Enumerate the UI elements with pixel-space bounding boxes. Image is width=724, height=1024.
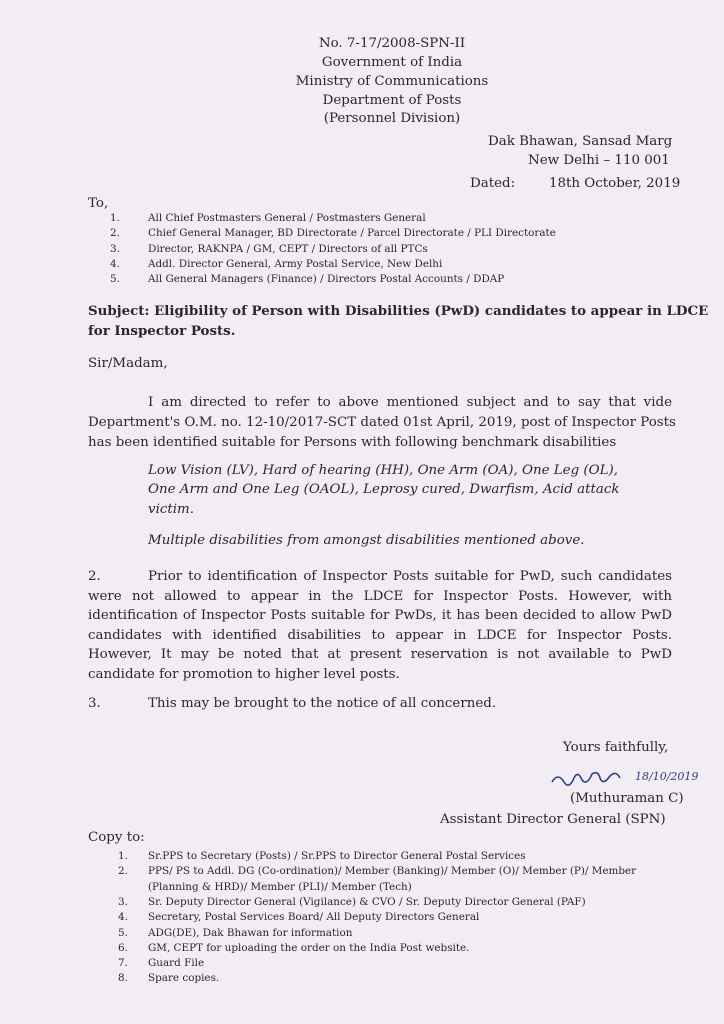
list-number: 3. [110,242,120,255]
list-number: 1. [110,212,120,224]
header-line: Department of Posts [322,93,462,108]
salutation: Sir/Madam, [88,356,168,371]
paragraph-line: I am directed to refer to above mentioned subject and to say that vide [148,395,672,410]
list-number: 4. [110,257,120,270]
multiple-disabilities: Multiple disabilities from amongst disabilities mentioned above. [148,533,585,548]
para3-text: This may be brought to the notice of all concerned. [148,696,497,711]
disabilities-line: Low Vision (LV), Hard of hearing (HH), One Arm (OA), One Leg (OL), [148,463,618,478]
list-number: 5. [118,926,128,939]
subject-line: for Inspector Posts. [88,323,236,339]
disabilities-line: victim. [148,502,194,517]
header-line: (Personnel Division) [323,111,461,126]
para2-number: 2. [88,569,101,584]
copy-to-label: Copy to: [88,830,145,845]
closing: Yours faithfully, [563,740,669,755]
copy-item: Sr.PPS to Secretary (Posts) / Sr.PPS to Director General Postal Services [148,850,526,862]
reference-number: No. 7-17/2008-SPN-II [318,36,466,51]
dated-label: Dated: [470,176,516,191]
list-number: 6. [118,941,128,954]
header-line: Ministry of Communications [295,74,489,89]
dated-value: 18th October, 2019 [549,176,681,191]
recipient-item: Addl. Director General, Army Postal Service, New Delhi [148,257,443,270]
para3-number: 3. [88,696,101,711]
signatory-title: Assistant Director General (SPN) [440,812,666,827]
copy-item: PPS/ PS to Addl. DG (Co-ordination)/ Member (Banking)/ Member (O)/ Member (P)/ Member [148,865,637,878]
subject-line: Subject: Eligibility of Person with Disabilities (PwD) candidates to appear in LDCE [88,303,709,319]
list-number: 8. [118,972,128,985]
list-number: 2. [118,865,128,878]
paragraph-line: Department's O.M. no. 12-10/2017-SCT dated 01st April, 2019, post of Inspector Posts [88,415,676,430]
header-line: Government of India [321,55,463,70]
list-number: 3. [118,895,128,908]
paragraph-line: has been identified suitable for Persons with following benchmark disabilities [88,435,617,450]
recipient-item: Chief General Manager, BD Directorate / Parcel Directorate / PLI Directorate [148,227,556,240]
address-line: New Delhi – 110 001 [528,153,670,168]
paragraph-line: candidates with identified disabilities to appear in LDCE for Inspector Posts. [88,627,672,643]
list-number: 5. [110,273,120,286]
list-number: 2. [110,227,120,240]
list-number: 7. [118,957,128,970]
disabilities-line: One Arm and One Leg (OAOL), Leprosy cured, Dwarfism, Acid attack [148,482,620,497]
recipient-item: Director, RAKNPA / GM, CEPT / Directors of all PTCs [148,242,428,255]
svg-text:18/10/2019: 18/10/2019 [635,770,699,783]
signatory-name: (Muthuraman C) [570,791,684,806]
copy-item: (Planning & HRD)/ Member (PLI)/ Member (Tech) [148,880,412,893]
list-number: 1. [118,850,128,862]
copy-item: GM, CEPT for uploading the order on the India Post website. [148,941,470,954]
paragraph-line: identification of Inspector Posts suitable for PwDs, it has been decided to allow PwD [88,608,672,623]
recipient-item: All Chief Postmasters General / Postmasters General [148,212,426,224]
paragraph-line: Prior to identification of Inspector Posts suitable for PwD, such candidates [148,569,672,584]
copy-item: Guard File [148,957,205,970]
copy-item: Spare copies. [148,972,220,985]
recipient-item: All General Managers (Finance) / Directors Postal Accounts / DDAP [148,273,505,286]
copy-item: Secretary, Postal Services Board/ All Deputy Directors General [148,911,480,924]
paragraph-line: However, It may be noted that at present reservation is not available to PwD [88,647,672,662]
copy-item: ADG(DE), Dak Bhawan for information [148,926,353,939]
address-line: Dak Bhawan, Sansad Marg [488,134,673,149]
copy-item: Sr. Deputy Director General (Vigilance) & CVO / Sr. Deputy Director General (PAF) [148,895,586,908]
list-number: 4. [118,911,128,924]
paragraph-line: were not allowed to appear in the LDCE for Inspector Posts. However, with [88,588,672,604]
paragraph-line: candidate for promotion to higher level posts. [88,666,400,682]
to-label: To, [88,196,109,211]
